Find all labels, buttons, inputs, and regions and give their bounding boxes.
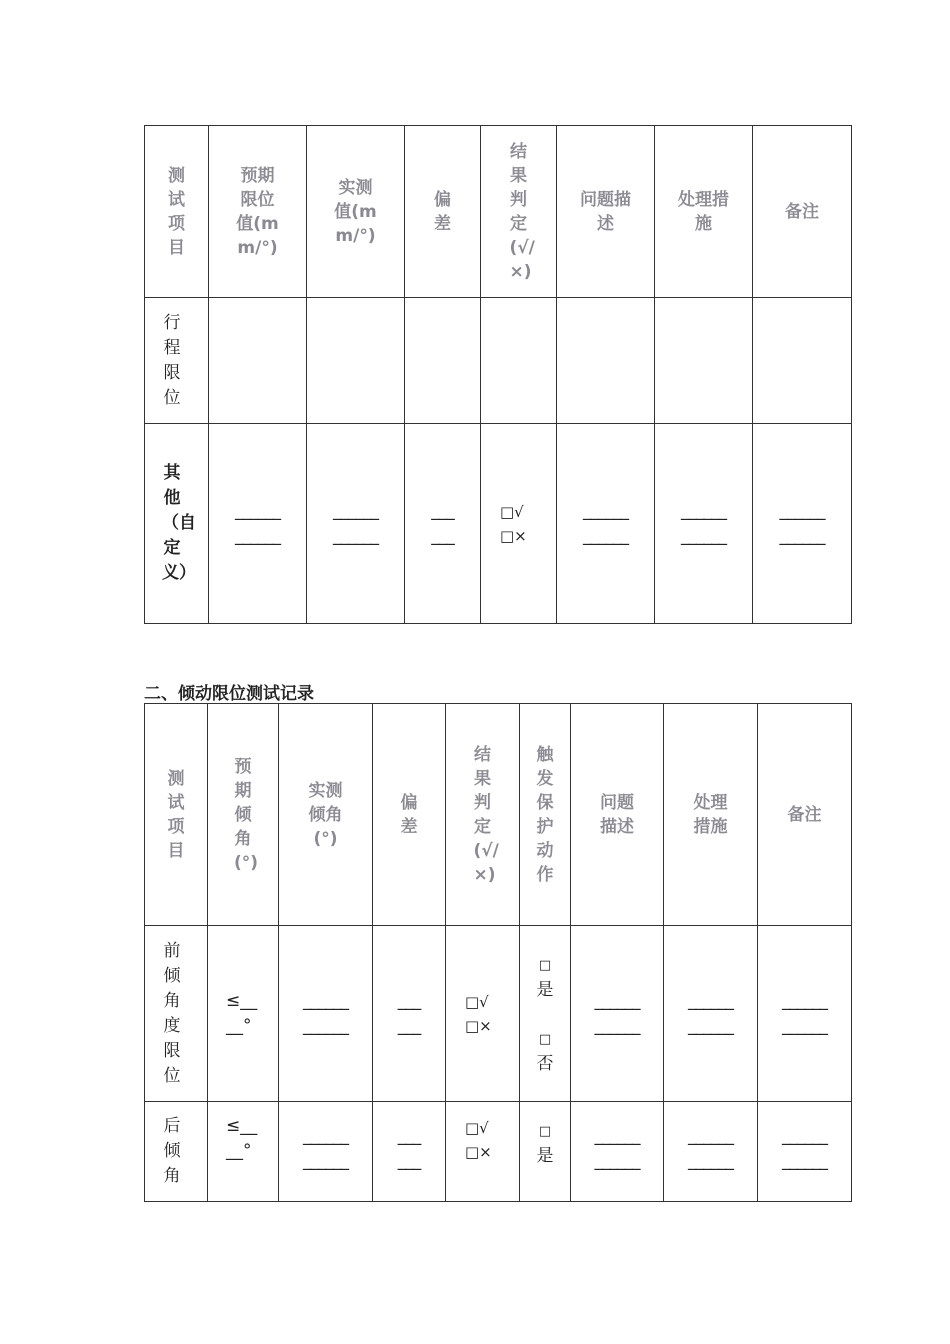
blank-line: ___	[397, 1015, 421, 1036]
protection-option-cell	[520, 926, 571, 1102]
header-text: 预期限位值(mm/°)	[236, 165, 279, 258]
blank-field-cell[interactable]	[571, 926, 664, 1102]
t2-header-expected	[208, 704, 279, 926]
t1-header-deviation	[405, 126, 481, 298]
table-row	[145, 424, 852, 624]
expected-angle-line: __°	[226, 1141, 252, 1161]
yes-label: 是	[536, 979, 554, 1000]
blank-line: ___	[431, 525, 454, 546]
blank-line: ______	[681, 500, 726, 521]
header-text: 偏差	[400, 792, 418, 837]
header-text: 预期倾角(°)	[234, 756, 259, 873]
no-checkbox[interactable]: □	[538, 1031, 552, 1047]
blank-field-cell[interactable]	[655, 424, 753, 624]
t2-header-item	[145, 704, 208, 926]
header-text: 实测值(mm/°)	[334, 177, 377, 246]
blank-field-cell[interactable]	[758, 1102, 852, 1202]
yes-checkbox[interactable]: □	[538, 1124, 552, 1139]
blank-field-cell[interactable]	[307, 424, 405, 624]
blank-line: ______	[782, 1126, 827, 1146]
table2-header-row	[145, 704, 852, 926]
header-text: 测试项目	[167, 768, 185, 861]
table-row	[145, 926, 852, 1102]
blank-line: ______	[303, 1126, 348, 1146]
pass-checkbox[interactable]: □√	[500, 502, 524, 521]
pass-checkbox[interactable]: □√	[465, 992, 489, 1011]
t1-header-item	[145, 126, 209, 298]
blank-line: ______	[333, 525, 378, 546]
t1-header-measures	[655, 126, 753, 298]
expected-angle-cell[interactable]	[208, 926, 279, 1102]
expected-angle-line: ≤__	[226, 990, 258, 1011]
no-label: 否	[536, 1053, 554, 1074]
blank-line: ______	[594, 1015, 640, 1036]
blank-line: ______	[779, 500, 825, 521]
t2-header-measures	[664, 704, 758, 926]
blank-line: ______	[235, 500, 280, 521]
section-title: 二、倾动限位测试记录	[144, 684, 314, 704]
blank-line: ______	[782, 990, 827, 1011]
blank-field-cell[interactable]	[758, 926, 852, 1102]
row-label-cell	[145, 298, 209, 424]
row-label: 前倾角度限位	[163, 940, 181, 1086]
table-row	[145, 298, 852, 424]
yes-label: 是	[536, 1146, 554, 1166]
yes-checkbox[interactable]: □	[538, 957, 552, 973]
blank-field-cell[interactable]	[664, 1102, 758, 1202]
header-text: 备注	[787, 804, 822, 825]
blank-field-cell[interactable]	[571, 1102, 664, 1202]
blank-line: ______	[688, 1151, 733, 1171]
fail-checkbox[interactable]: □×	[465, 1016, 492, 1035]
t1-header-expected	[209, 126, 307, 298]
blank-field-cell[interactable]	[753, 424, 852, 624]
limit-test-table-1	[144, 125, 852, 624]
blank-line: ______	[782, 1151, 827, 1171]
blank-line: ______	[782, 1015, 827, 1036]
header-text: 结果判定(√/×)	[509, 141, 535, 282]
blank-line: ___	[397, 1126, 421, 1146]
expected-angle-cell[interactable]	[208, 1102, 279, 1202]
header-text: 问题描述	[600, 792, 634, 837]
row-label: 其他（自定义）	[162, 463, 196, 583]
t2-header-problem	[571, 704, 664, 926]
blank-line: ___	[397, 990, 421, 1011]
header-text: 结果判定(√/×)	[473, 744, 499, 885]
blank-line: ______	[779, 525, 825, 546]
blank-line: ______	[594, 1151, 640, 1171]
blank-field-cell[interactable]	[373, 1102, 446, 1202]
t2-header-measured	[279, 704, 373, 926]
empty-cell[interactable]	[209, 298, 307, 424]
blank-field-cell[interactable]	[664, 926, 758, 1102]
blank-line: ______	[583, 525, 628, 546]
blank-line: ______	[688, 990, 733, 1011]
fail-checkbox[interactable]: □×	[500, 526, 527, 545]
row-label-cell	[145, 1102, 208, 1202]
empty-cell[interactable]	[655, 298, 753, 424]
blank-field-cell[interactable]	[209, 424, 307, 624]
t1-header-result	[481, 126, 557, 298]
t2-header-result	[446, 704, 520, 926]
blank-line: ______	[688, 1015, 733, 1036]
blank-line: ______	[303, 990, 348, 1011]
result-checkbox-cell	[481, 424, 557, 624]
protection-option-cell	[520, 1102, 571, 1202]
expected-angle-line: ≤__	[226, 1116, 258, 1136]
fail-checkbox[interactable]: □×	[465, 1143, 492, 1161]
blank-line: ______	[681, 525, 726, 546]
header-text: 偏差	[434, 189, 451, 234]
t2-header-deviation	[373, 704, 446, 926]
tilt-limit-test-table	[144, 703, 852, 1202]
empty-cell[interactable]	[481, 298, 557, 424]
blank-field-cell[interactable]	[405, 424, 481, 624]
header-text: 处理措施	[693, 792, 728, 837]
blank-line: ______	[303, 1015, 348, 1036]
t1-header-problem	[557, 126, 655, 298]
pass-checkbox[interactable]: □√	[465, 1119, 489, 1137]
blank-line: ______	[333, 500, 378, 521]
expected-angle-line: __°	[226, 1015, 252, 1036]
header-text: 问题描述	[580, 189, 631, 234]
blank-line: ___	[431, 500, 454, 521]
blank-field-cell[interactable]	[279, 926, 373, 1102]
empty-cell[interactable]	[405, 298, 481, 424]
table-row	[145, 1102, 852, 1202]
blank-line: ______	[688, 1126, 733, 1146]
blank-field-cell[interactable]	[557, 424, 655, 624]
result-checkbox-cell	[446, 1102, 520, 1202]
blank-field-cell[interactable]	[279, 1102, 373, 1202]
header-text: 实测倾角(°)	[308, 780, 343, 849]
blank-line: ______	[594, 990, 640, 1011]
table1-header-row	[145, 126, 852, 298]
t1-header-measured	[307, 126, 405, 298]
row-label: 行程限位	[163, 312, 181, 408]
blank-line: ______	[235, 525, 280, 546]
header-text: 触发保护动作	[536, 744, 554, 885]
row-label-cell	[145, 424, 209, 624]
header-text: 测试项目	[168, 165, 185, 258]
t1-header-remarks	[753, 126, 852, 298]
row-label: 后倾角	[163, 1116, 181, 1186]
t2-header-protection	[520, 704, 571, 926]
empty-cell[interactable]	[557, 298, 655, 424]
result-checkbox-cell	[446, 926, 520, 1102]
blank-line: ______	[594, 1126, 640, 1146]
header-text: 备注	[785, 201, 819, 222]
header-text: 处理措施	[678, 189, 729, 234]
blank-line: ___	[397, 1151, 421, 1171]
t2-header-remarks	[758, 704, 852, 926]
empty-cell[interactable]	[307, 298, 405, 424]
empty-cell[interactable]	[753, 298, 852, 424]
blank-line: ______	[583, 500, 628, 521]
row-label-cell	[145, 926, 208, 1102]
blank-field-cell[interactable]	[373, 926, 446, 1102]
blank-line: ______	[303, 1151, 348, 1171]
